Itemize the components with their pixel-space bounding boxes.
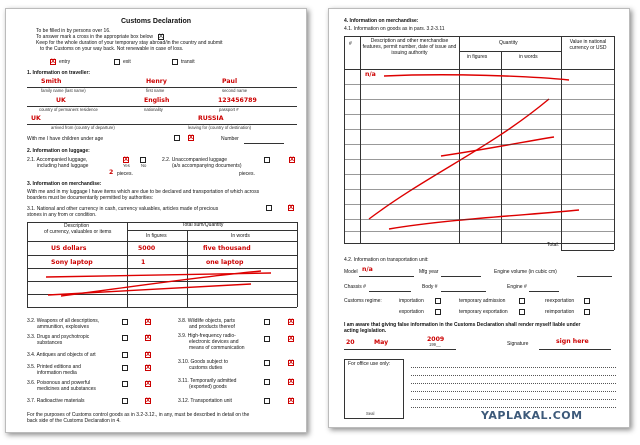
drugs-yes-checkbox[interactable] <box>122 335 128 341</box>
section-merchandise-back: 4. Information on merchandise: <box>344 18 419 24</box>
item-3-3b: substances <box>37 340 63 346</box>
leaving-label: leaving for (country of destination) <box>188 125 252 130</box>
th-figures: In figures <box>146 233 167 239</box>
instruction-2: To answer mark a cross in the appropriate box below <box>36 34 154 40</box>
currency-text-1: 3.1. National and other currency in cash, currency valuables, articles made of precious <box>27 206 219 212</box>
row2-desc[interactable]: Sony laptop <box>51 259 93 266</box>
reimportation-label: reimportation <box>545 309 575 315</box>
total-label: Total: <box>547 242 559 248</box>
importation-label: importation <box>399 298 424 304</box>
wildlife-yes-checkbox[interactable] <box>264 319 270 325</box>
children-label: With me I have children under age <box>27 136 104 142</box>
chassis-label: Chassis # <box>344 284 366 290</box>
accompanied-no-label: No <box>141 163 147 168</box>
signature-label: Signature <box>507 341 529 347</box>
country-value[interactable]: UK <box>56 97 66 104</box>
watermark: YAPLAKAL.COM <box>481 409 583 422</box>
th-quantity: Quantity <box>499 40 518 46</box>
entry-checkbox[interactable]: X <box>51 59 56 65</box>
radio-yes-checkbox[interactable] <box>264 336 270 342</box>
instruction-1: To be filled in by persons over 16. <box>36 28 111 34</box>
item-3-11: 3.11. Temporarily admitted <box>178 378 237 384</box>
date-day[interactable]: 20 <box>346 339 355 346</box>
poison-yes-checkbox[interactable] <box>122 381 128 387</box>
printed-no-checkbox[interactable]: X <box>146 365 151 371</box>
item-3-10b: customs duties <box>189 365 223 371</box>
footnote-2: back side of the Customs Declaration in 4. <box>27 418 121 424</box>
engine-label: Engine # <box>507 284 527 290</box>
declaration-page-back <box>328 8 630 428</box>
family-name-value[interactable]: Smith <box>41 78 62 85</box>
th-words: In words <box>231 233 250 239</box>
item-3-8: 3.8. Wildlife objects, parts <box>178 318 235 324</box>
section-luggage: 2. Information on luggage: <box>27 148 90 154</box>
th-value: Value in national currency or USD <box>569 39 607 51</box>
accompanied-yes-checkbox[interactable]: X <box>124 157 129 163</box>
radioactive-no-checkbox[interactable]: X <box>146 398 151 404</box>
date-month[interactable]: May <box>374 339 389 346</box>
model-label: Model <box>344 269 358 275</box>
duties-yes-checkbox[interactable] <box>264 360 270 366</box>
currency-no-checkbox[interactable]: X <box>289 205 294 211</box>
merchandise-text-1: With me and in my luggage I have items which are due to be declared and transportation of which across <box>27 189 260 195</box>
family-name-label: family name (last name) <box>41 88 86 93</box>
passport-label: passport # <box>219 107 239 112</box>
item-3-6b: medicines and substances <box>37 386 96 392</box>
reimportation-checkbox[interactable] <box>584 309 590 315</box>
pieces-value[interactable]: 2 <box>109 169 114 176</box>
temp-no-checkbox[interactable]: X <box>289 379 294 385</box>
reexportation-checkbox[interactable] <box>584 298 590 304</box>
transit-label: transit <box>181 59 195 65</box>
unaccompanied-label-2: (a/s accompanying documents) <box>172 163 242 169</box>
antiques-yes-checkbox[interactable] <box>122 352 128 358</box>
printed-yes-checkbox[interactable] <box>122 365 128 371</box>
passport-value[interactable]: 123456789 <box>218 97 257 104</box>
merchandise-text-2: boarders must be documentarily permitted by authorities: <box>27 195 154 201</box>
temp-export-checkbox[interactable] <box>519 309 525 315</box>
item-3-12: 3.12. Transportation unit <box>178 398 232 404</box>
importation-checkbox[interactable] <box>435 298 441 304</box>
date-year-prefix: 199__ <box>429 342 441 347</box>
arrived-label: arrived from (country of departure) <box>51 125 115 130</box>
duties-no-checkbox[interactable]: X <box>289 360 294 366</box>
goods-na[interactable]: n/a <box>365 71 376 78</box>
exportation-checkbox[interactable] <box>435 309 441 315</box>
transport-yes-checkbox[interactable] <box>264 398 270 404</box>
subsection-4-1: 4.1. Information on goods as in pars. 3.2-3.11 <box>344 26 445 32</box>
temp-admission-label: temporary admission <box>459 298 506 304</box>
row1-words[interactable]: five thousand <box>203 245 251 252</box>
entry-label: entry <box>59 59 71 65</box>
nationality-label: nationality <box>144 107 163 112</box>
leaving-value[interactable]: RUSSIA <box>198 115 224 122</box>
th-description-2: of currency, valuables or items <box>44 229 112 235</box>
office-use-box <box>344 359 404 419</box>
item-3-9b: electronic devices and <box>189 339 239 345</box>
row2-words[interactable]: one laptop <box>206 259 244 266</box>
temp-yes-checkbox[interactable] <box>264 379 270 385</box>
transport-no-checkbox[interactable]: X <box>289 398 294 404</box>
awareness-text-1: I am aware that giving false information in the Customs Declaration shall render myself liable under <box>344 322 581 328</box>
item-3-11b: (exported) goods <box>189 384 227 390</box>
unacc-pieces-label: pieces. <box>239 171 255 177</box>
accompanied-yes-label: Yes <box>123 163 130 168</box>
th-merch-desc: Description and other merchandise features, permit number, date of issue and issuing authority <box>362 38 457 56</box>
th-in-figures: in figures <box>467 54 488 60</box>
exportation-label: exportation <box>399 309 424 315</box>
radioactive-yes-checkbox[interactable] <box>122 398 128 404</box>
item-3-2: 3.2. Weapons of all descriptions, <box>27 318 100 324</box>
reexportation-label: reexportation <box>545 298 575 304</box>
th-description: Description <box>64 223 90 229</box>
section-traveller: 1. Information on traveller: <box>27 70 91 76</box>
body-label: Body # <box>422 284 438 290</box>
unaccompanied-no-checkbox[interactable]: X <box>290 157 295 163</box>
item-3-10: 3.10. Goods subject to <box>178 359 229 365</box>
declaration-page-front <box>5 8 307 433</box>
item-3-5b: information media <box>37 370 77 376</box>
temp-admission-checkbox[interactable] <box>519 298 525 304</box>
office-use-label: For office use only: <box>348 361 391 367</box>
seal-label: Seal <box>366 411 375 416</box>
date-year[interactable]: 2009 <box>427 336 445 343</box>
instruction-3: Keep for the whole duration of your temporary stay abroad/in the country and submit <box>36 40 223 46</box>
instruction-cross-sample: X <box>159 34 164 40</box>
weapons-yes-checkbox[interactable] <box>122 319 128 325</box>
th-total: Total sum/Quantity <box>182 222 224 228</box>
model-value[interactable]: n/a <box>362 266 373 273</box>
accompanied-label: 2.1. Accompanied luggage, <box>27 157 88 163</box>
row2-figures[interactable]: 1 <box>141 259 146 266</box>
children-no-checkbox[interactable]: X <box>189 135 194 141</box>
first-name-value[interactable]: Henry <box>146 78 167 85</box>
item-3-2b: ammunition, explosives <box>37 324 89 330</box>
row1-figures[interactable]: 5000 <box>138 245 156 252</box>
wildlife-no-checkbox[interactable]: X <box>289 319 294 325</box>
subsection-4-2: 4.2. Information on transportation unit: <box>344 257 429 263</box>
item-3-9: 3.9. High-frequency radio- <box>178 333 236 339</box>
item-3-9c: means of communication <box>189 345 245 351</box>
item-3-8b: and products thereof <box>189 324 235 330</box>
arrived-value[interactable]: UK <box>31 115 41 122</box>
item-3-6: 3.6. Poisonous and powerful <box>27 380 91 386</box>
awareness-text-2: acting legislation. <box>344 328 387 334</box>
unaccompanied-label: 2.2. Unaccompanied luggage <box>162 157 228 163</box>
th-in-words: in words <box>519 54 538 60</box>
signature-value[interactable]: sign here <box>556 338 589 345</box>
weapons-no-checkbox[interactable]: X <box>146 319 151 325</box>
item-3-5: 3.5. Printed editions and <box>27 364 81 370</box>
currency-text-2: stones in any from or condition. <box>27 212 97 218</box>
item-3-4: 3.4. Antiques and objects of art <box>27 352 96 358</box>
section-merchandise: 3. Information on merchandise: <box>27 181 102 187</box>
pieces-label: pieces. <box>117 171 133 177</box>
item-3-7: 3.7. Radioactive materials <box>27 398 85 404</box>
exit-label: exit <box>123 59 131 65</box>
drugs-no-checkbox[interactable]: X <box>146 335 151 341</box>
mfg-label: Mfg year <box>419 269 439 275</box>
first-name-label: first name <box>146 88 165 93</box>
antiques-no-checkbox[interactable]: X <box>146 352 151 358</box>
th-number: # <box>349 41 352 47</box>
form-title: Customs Declaration <box>121 18 192 25</box>
item-3-3: 3.3. Drugs and psychotropic <box>27 334 90 340</box>
temp-export-label: temporary exportation <box>459 309 508 315</box>
radio-no-checkbox[interactable]: X <box>289 336 294 342</box>
second-name-label: second name <box>222 88 248 93</box>
regime-label: Customs regime: <box>344 298 382 304</box>
accompanied-label-2: including hand luggage <box>37 163 89 169</box>
instruction-4: to the Customs on your way back. Not renewable in case of loss. <box>40 46 184 52</box>
children-number-label: Number <box>221 136 239 142</box>
row1-desc[interactable]: US dollars <box>51 245 87 252</box>
poison-no-checkbox[interactable]: X <box>146 381 151 387</box>
second-name-value[interactable]: Paul <box>222 78 238 85</box>
footnote-1: For the purposes of Customs control goods as in 3.2-3.12., in any, must be described in detail on the <box>27 412 250 418</box>
nationality-value[interactable]: English <box>144 97 170 104</box>
country-label: country of permanent residence <box>39 107 98 112</box>
engine-volume-label: Engine volume (in cubic cm) <box>494 269 557 275</box>
